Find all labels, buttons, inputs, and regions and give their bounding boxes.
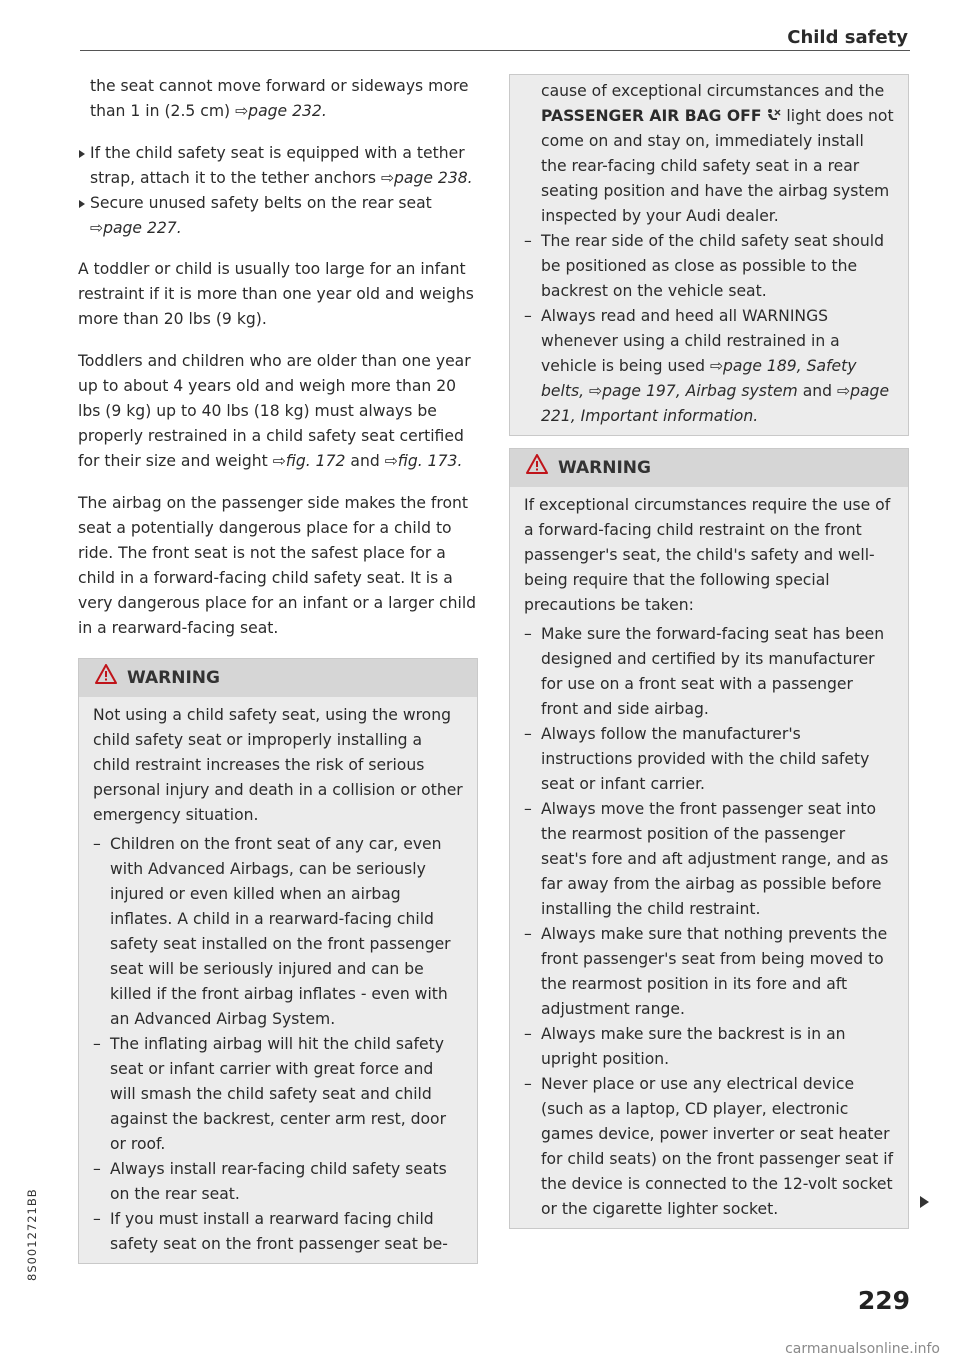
instruction-item (78, 141, 478, 191)
warning-body (510, 487, 908, 1228)
airbag-off-label: PASSENGER AIR BAG OFF (541, 107, 762, 125)
warning-item: – Never place or use any electrical device (such as a laptop, CD player, electronic games device, power inverter or seat heater for child seats) on the front passenger seat if the device is connected to the 12-volt socket or the cigarette lighter socket. (524, 1072, 894, 1222)
intro-continuation (78, 74, 478, 124)
body-paragraph (78, 349, 478, 474)
warning-item: – Always make sure that nothing prevents the front passenger's seat from being moved to the rearmost position in its fore and aft adjustment range. (524, 922, 894, 1022)
conjunction: and (350, 452, 380, 470)
warning-title: WARNING (127, 667, 220, 688)
continued-text: cause of exceptional circumstances and the (541, 82, 885, 100)
warning-triangle-icon (95, 664, 117, 692)
warning-intro: Not using a child safety seat, using the wrong child safety seat or improperly installing a child restraint increases the risk of serious personal injury and death in a collision or other emergency situation. (93, 706, 463, 824)
warning-body (79, 697, 477, 1263)
warning-item: – Always follow the manufacturer's instructions provided with the child safety seat or infant carrier. (524, 722, 894, 797)
body-paragraph: The airbag on the passenger side makes the front seat a potentially dangerous place for a child to ride. The front seat is not the safest place for a child in a forward-facing child safety seat. It is a very dangerous place for an infant or a larger child in a rearward-facing seat. (78, 494, 477, 637)
warning-continuation-box (509, 74, 909, 436)
section-title: Child safety (787, 27, 908, 48)
warning-item: – If you must install a rearward facing child safety seat on the front passenger seat be- (93, 1207, 463, 1257)
warning-box (78, 658, 478, 1264)
warning-item: – The inflating airbag will hit the child safety seat or infant carrier with great force and will smash the child safety seat and child against the backrest, center arm rest, door or roof. (93, 1032, 463, 1157)
watermark: carmanualsonline.info (785, 1341, 940, 1357)
conjunction: and (802, 382, 833, 400)
warning-item: – Make sure the forward-facing seat has been designed and certified by its manufacturer for use on a front seat with a passenger front and side airbag. (524, 622, 894, 722)
warning-item-text: Always read and heed all WARNINGS whenever using a child restrained in a vehicle is being used (541, 307, 840, 375)
instruction-item (78, 191, 478, 241)
intro-text: the seat cannot move forward or sideways more than 1 in (2.5 cm) (90, 77, 469, 120)
page-ref-link[interactable]: ⇨page 238. (380, 169, 473, 187)
left-column (78, 74, 478, 1264)
figure-ref-link[interactable]: ⇨fig. 172 (272, 452, 346, 470)
warning-item: – The rear side of the child safety seat should be positioned as close as possible to the backrest on the vehicle seat. (524, 229, 894, 304)
body-paragraph: A toddler or child is usually too large for an infant restraint if it is more than one year old and weighs more than 20 lbs (9 kg). (78, 260, 474, 328)
page-number: 229 (857, 1286, 910, 1315)
warning-list (93, 832, 463, 1257)
warning-intro: If exceptional circumstances require the use of a forward-facing child restraint on the front passenger's seat, the child's safety and well-being require that the following special precautions be taken: (524, 496, 891, 614)
warning-list (524, 229, 894, 429)
figure-ref-link[interactable]: ⇨fig. 173. (384, 452, 463, 470)
instruction-text: If the child safety seat is equipped with a tether strap, attach it to the tether anchors (90, 144, 465, 187)
warning-item (524, 304, 894, 429)
passenger-airbag-off-icon (766, 106, 781, 121)
warning-title: WARNING (558, 457, 651, 478)
right-column (509, 74, 909, 1229)
intro-page-ref[interactable]: ⇨page 232. (235, 102, 327, 120)
instruction-list (78, 141, 478, 241)
warning-list (524, 622, 894, 1222)
header-rule (80, 50, 910, 51)
page-ref-link[interactable]: ⇨page 197, Airbag system (589, 382, 798, 400)
warning-item: – Always make sure the backrest is in an upright position. (524, 1022, 894, 1072)
warning-triangle-icon (526, 454, 548, 482)
continued-text: light does not come on and stay on, immediately install the rear-facing child safety seat in a rear seating position and have the airbag system inspected by your Audi dealer. (541, 107, 894, 225)
warning-header (79, 659, 477, 697)
instruction-text: Secure unused safety belts on the rear seat (90, 194, 432, 212)
page-ref-link[interactable]: ⇨page 189, Safety belts, (541, 357, 857, 400)
page-ref-link[interactable]: ⇨page 221, Important information. (541, 382, 890, 425)
paragraph-text: Toddlers and children who are older than one year up to about 4 years old and weigh more than 20 lbs (9 kg) up to 40 lbs (18 kg) must always be properly restrained in a child safety seat certified for their size and weight (78, 352, 471, 470)
document-code: 8S0012721BB (25, 1188, 39, 1281)
continue-arrow-icon (920, 1196, 929, 1208)
warning-item: – Always install rear-facing child safety seats on the rear seat. (93, 1157, 463, 1207)
warning-box (509, 448, 909, 1229)
page-ref-link[interactable]: ⇨page 227. (90, 219, 182, 237)
warning-item: – Always move the front passenger seat into the rearmost position of the passenger seat's fore and aft adjustment range, and as far away from the airbag as possible before installing the child restraint. (524, 797, 894, 922)
warning-item: – Children on the front seat of any car, even with Advanced Airbags, can be seriously injured or even killed when an airbag inflates. A child in a rearward-facing child safety seat installed on the front passenger seat will be seriously injured and can be killed if the front airbag inflates - even with an Advanced Airbag System. (93, 832, 463, 1032)
warning-header (510, 449, 908, 487)
continued-item (524, 79, 894, 229)
